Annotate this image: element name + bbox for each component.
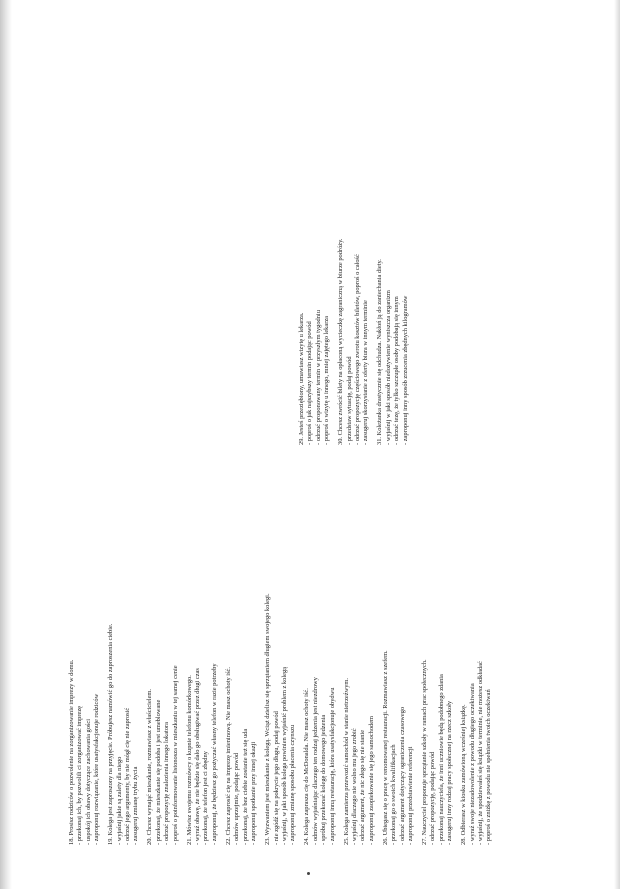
scan-edge-shadow-right: [614, 0, 620, 889]
question-option: - zaproponuj przedstawienie referencji: [406, 746, 414, 845]
question-option: - odmów wyjaśniając dlaczego ten rodzaj jedzenia jest niezdrowy: [311, 677, 319, 845]
question-block: [382, 535, 416, 845]
question-option: - odrzuć jego argumenty, by nie mógł cię nie zaprosić: [124, 707, 132, 845]
question-title: 27. Nauczyciel proponuje sprzątanie szkoły w ramach prac społecznych.: [420, 659, 428, 845]
question-option: - przekonaj go o swoich kwalifikacjach: [390, 744, 398, 845]
question-block: [343, 535, 377, 845]
question-option: - zasugeruj skorzystanie z oferty biura w innym terminie: [362, 300, 370, 445]
question-option: - odmów uprzejmie, podając powód: [233, 752, 241, 845]
question-option: - poproś o jak najszybszy termin podając powód: [306, 321, 314, 445]
question-option: - przekonaj, że mieszkanie się podoba i jest umeblowane: [154, 699, 162, 845]
question-option: - wyraź swoje niezadowolenie z powodu długiego oczekiwania: [468, 683, 476, 845]
question-option: - poproś o poinformowanie listonosza w mieszkaniu w tej samej cenie: [171, 665, 179, 845]
question-option: - przekonaj, że telefon jest ci zbędny: [202, 751, 210, 845]
question-option: - wyjaśnij, w jaki sposób kolega powinien wyjaśnić problem z kolegą: [280, 666, 288, 845]
question-option: - wyjaśnij jakie są zalety dla niego: [115, 756, 123, 845]
question-option: - spróbuj przekonać kolegę do domowego jedzenia: [320, 714, 328, 845]
left-text-column: [68, 535, 499, 845]
question-title: 29. Jesteś przeziębiony, umawiasz wizytę u lekarza.: [298, 312, 305, 445]
question-option: - zaproponuj rozwiązanie, które usatysfakcjonuje rodziców: [93, 693, 101, 845]
question-block: [107, 535, 141, 845]
scan-edge-shadow: [0, 0, 12, 889]
question-title: 20. Chcesz wynająć mieszkanie, rozmawiasz z właścicielem.: [146, 689, 154, 845]
question-block: [421, 535, 455, 845]
question-option: - odrzuć propozycję częściowego zwrotu kosztów biletów, poproś o całość: [354, 254, 362, 445]
question-option: - nie zgódź się na pokrycie jego długu, podaj powód: [272, 711, 280, 845]
question-option: - wyjaśnij w jaki sposób niedożywienie wyniszcza organizm: [384, 290, 392, 445]
question-option: - przekonaj ich, by pozwolili ci zorganizować imprezę: [76, 706, 84, 845]
question-block: [68, 535, 102, 845]
question-option: - zaproponuj, że będziesz go pożyczać własny telefon w razie potrzeby: [210, 663, 218, 845]
question-title: 18. Prosisz rodziców o pozwolenie na zorganizowanie imprezy w domu.: [68, 659, 75, 845]
question-block: [146, 535, 180, 845]
question-title: 28. Odbierasz w kiosku zamówioną wcześniej książkę.: [460, 704, 468, 845]
question-title: 22. Chcesz zaprosić cię na imprezę imieninową. Nie masz ochoty iść.: [224, 667, 232, 845]
question-block: [303, 535, 337, 845]
question-option: - wyraź obawę, że nie będzie się dało go obsługiwać przez długi czas: [194, 668, 202, 845]
question-option: - przedstaw sytuację, podaj powód: [345, 356, 353, 445]
question-block: [337, 160, 371, 445]
question-option: - odrzuć argument, że nic złego się nie stanie: [359, 729, 367, 845]
question-title: 31. Koleżanka drastycznie się odchudza. Nakłoń ją do zaniechania diety.: [376, 259, 384, 445]
question-title: 26. Ubiegasz się o pracę w renomowanej restauracji. Rozmawiasz z szefem.: [381, 650, 389, 845]
question-option: - odrzuć tezę, że tylko szczupłe osoby podobają się innym: [393, 296, 401, 445]
question-title: 21. Mówisz swojemu rozmówcy o kupnie telefonu komórkowego.: [185, 675, 193, 845]
right-text-column: [298, 160, 416, 445]
question-title: 24. Kolega zaprasza cię do McDonalda. Nie masz ochoty iść.: [303, 688, 311, 845]
question-title: 30. Chcesz zwrócić bilety na opłaconą wycieczkę zagraniczną w biurze podróży.: [337, 238, 345, 445]
question-option: - przekonaj nauczyciela, że inni uczniowie będą podobnego zdania: [437, 674, 445, 845]
question-option: - uspokój ich obawy dotyczące zachowania gości: [84, 719, 92, 845]
stray-dot: [307, 872, 310, 875]
question-option: - odrzuć argument dotyczący ograniczenia czasowego: [398, 706, 406, 845]
question-option: - odrzuć propozycję znalezienia innego lokatora: [163, 722, 171, 845]
question-option: - przekonaj, że bez ciebie zostanie też się uda: [241, 728, 249, 845]
question-title: 19. Kolega jest zaproszony na przyjęcie. Próbujesz namówić go do zaproszenia ciebie.: [107, 623, 115, 845]
question-title: 25. Kolega zamierza przewozić samochód w stanie nietrzeźwym.: [342, 678, 350, 845]
question-title: 23. Wyzwaniem jest mieszkanie z kolegą. Wciąż dzielisz się sprzątaniem długiem swojego kolegi.: [264, 593, 272, 845]
question-option: - poproś o zniżkę z powodu nie spełnienia twoich oczekiwań: [485, 689, 493, 845]
question-option: - odrzuć proponowany termin w przyszłym tygodniu: [314, 310, 322, 445]
question-block: [225, 535, 259, 845]
question-option: - poproś o wizytę u innego, mniej zajętego lekarza: [323, 315, 331, 445]
question-option: - odrzuć propozycję, podając powód: [429, 751, 437, 845]
question-option: - zaproponuj zaopiekowanie się jego samochodem: [367, 715, 375, 845]
question-block: [186, 535, 220, 845]
question-option: - zaproponuj zmianę sposobu płacenia czynszu: [289, 724, 297, 845]
question-block: [376, 160, 410, 445]
question-option: - wyjaśnij, że spodziewałeś się książki w terminie, nie możesz odkładać: [477, 661, 484, 845]
question-block: [298, 160, 332, 445]
question-option: - zaproponuj inny sposób zrzucenia zbędnych kilogramów: [401, 295, 409, 445]
question-block: [460, 535, 494, 845]
question-option: - zasugeruj inny rodzaj pracy społecznej na rzecz szkoły: [446, 700, 454, 845]
question-option: - zaproponuj spotkanie przy innej okazji: [250, 741, 258, 845]
question-block: [264, 535, 298, 845]
question-option: - wyjaśnij dlaczego nie wolno mu jego zrobić: [350, 728, 358, 845]
question-option: - zaproponuj inną restaurację, która usatysfakcjonuje obydwu: [328, 687, 336, 845]
question-option: - zasugeruj zmianę trybu życia: [132, 766, 140, 845]
